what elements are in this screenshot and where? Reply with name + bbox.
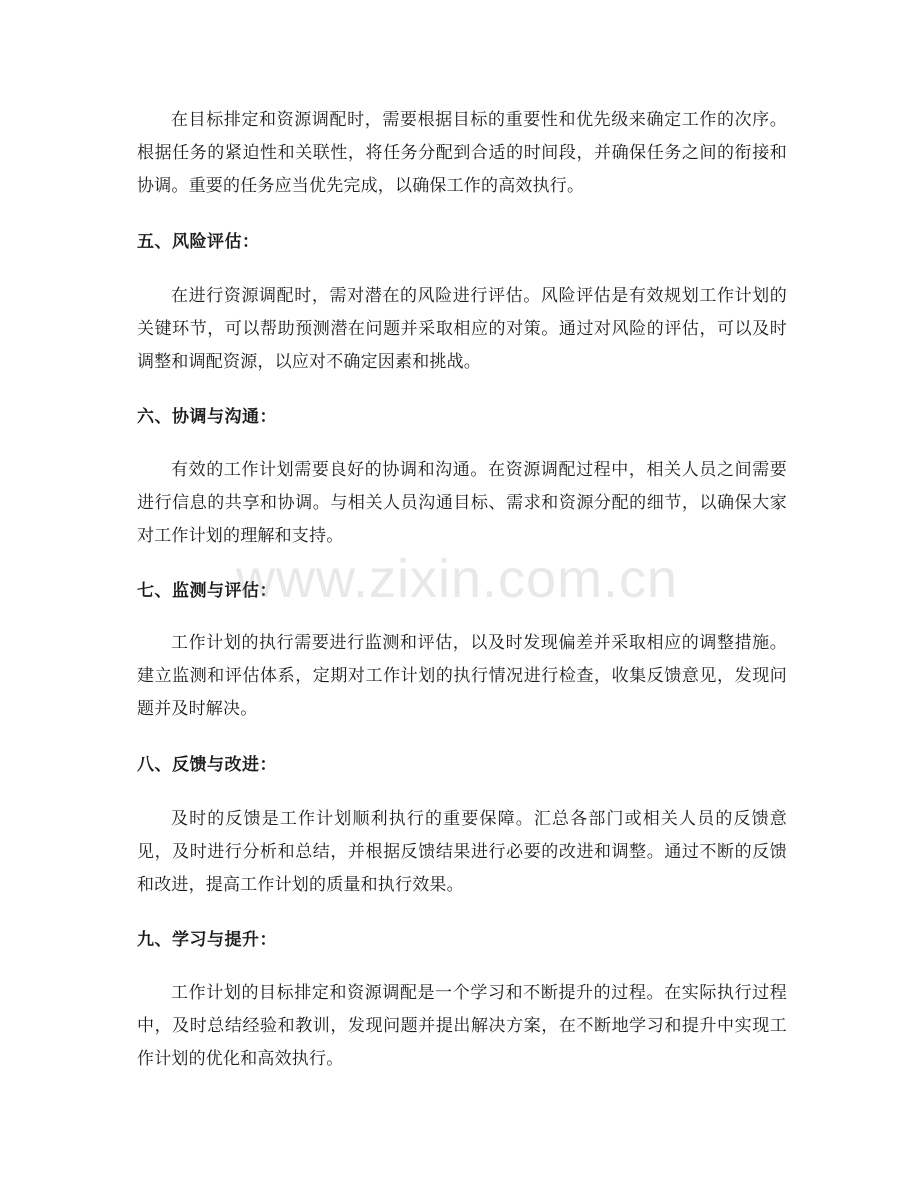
heading-risk-assessment: 五、风险评估：: [137, 232, 260, 252]
paragraph-learning: 工作计划的目标排定和资源调配是一个学习和不断提升的过程。在实际执行过程中，及时总结经验和教训，发现问题并提出解决方案，在不断地学习和提升中实现工作计划的优化和高效执行。: [137, 983, 787, 1069]
heading-monitoring: 七、监测与评估：: [137, 581, 277, 601]
paragraph-coordination: 有效的工作计划需要良好的协调和沟通。在资源调配过程中，相关人员之间需要进行信息的共享和协调。与相关人员沟通目标、需求和资源分配的细节，以确保大家对工作计划的理解和支持。: [137, 460, 787, 546]
heading-learning: 九、学习与提升：: [137, 930, 277, 950]
heading-coordination: 六、协调与沟通：: [137, 407, 277, 427]
paragraph-monitoring: 工作计划的执行需要进行监测和评估，以及时发现偏差并采取相应的调整措施。建立监测和评估体系，定期对工作计划的执行情况进行检查，收集反馈意见，发现问题并及时解决。: [137, 633, 787, 719]
paragraph-risk-assessment: 在进行资源调配时，需对潜在的风险进行评估。风险评估是有效规划工作计划的关键环节，可以帮助预测潜在问题并采取相应的对策。通过对风险的评估，可以及时调整和调配资源，以应对不确定因素和挑战。: [137, 286, 787, 372]
paragraph-intro: 在目标排定和资源调配时，需要根据目标的重要性和优先级来确定工作的次序。根据任务的紧迫性和关联性，将任务分配到合适的时间段，并确保任务之间的衔接和协调。重要的任务应当优先完成，以确保工作的高效执行。: [137, 110, 787, 196]
paragraph-feedback: 及时的反馈是工作计划顺利执行的重要保障。汇总各部门或相关人员的反馈意见，及时进行分析和总结，并根据反馈结果进行必要的改进和调整。通过不断的反馈和改进，提高工作计划的质量和执行效果。: [137, 809, 787, 895]
heading-feedback: 八、反馈与改进：: [137, 755, 277, 775]
watermark: www.zixin.com.cn: [236, 549, 679, 609]
